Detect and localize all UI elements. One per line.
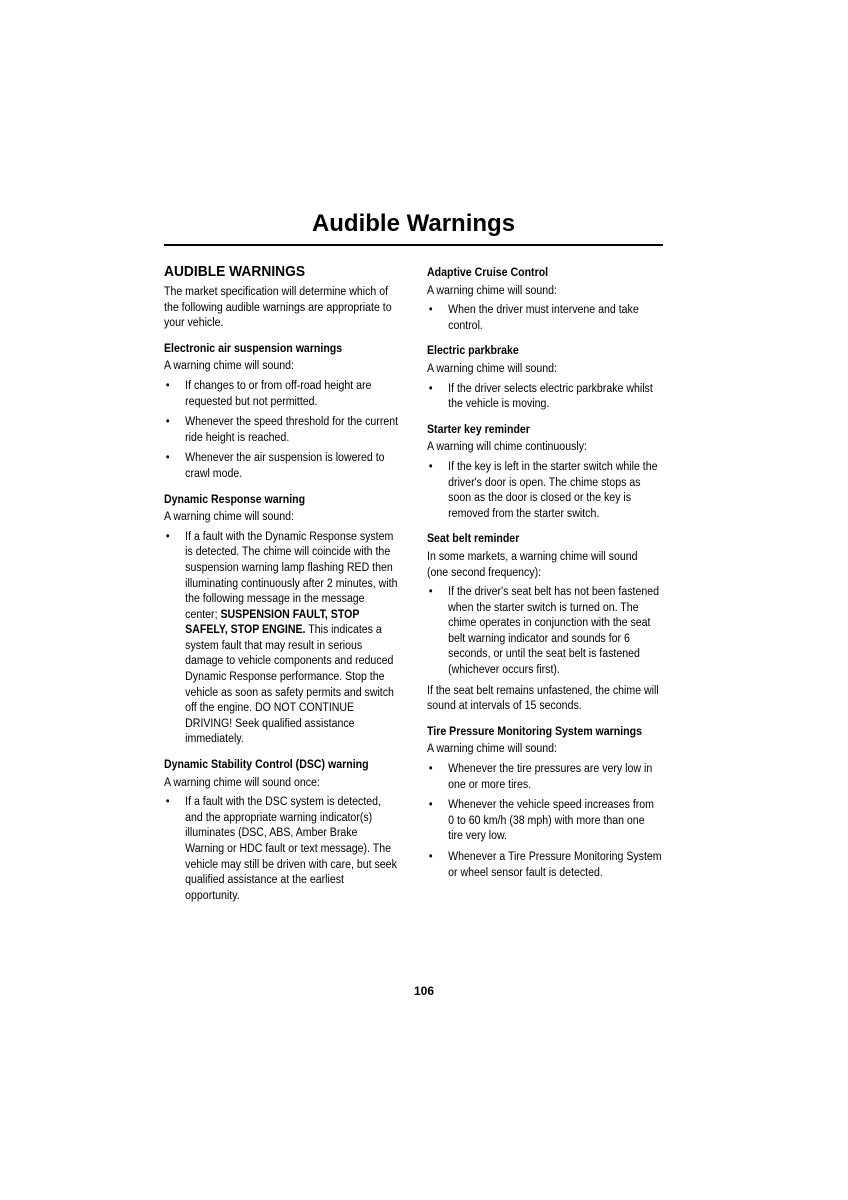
bullet-icon: • xyxy=(165,796,170,809)
right-column xyxy=(427,262,662,886)
dynamic-response-heading: Dynamic Response warning xyxy=(164,493,306,506)
list-item-text: Whenever a Tire Pressure Monitoring System or wheel sensor fault is detected. xyxy=(448,851,662,879)
bullet-icon: • xyxy=(428,382,433,395)
dsc-list xyxy=(164,795,399,904)
list-item xyxy=(427,762,662,793)
message-center-text: SUSPENSION FAULT, STOP SAFELY, STOP ENGINE. xyxy=(185,608,360,637)
bullet-icon: • xyxy=(428,851,433,863)
list-item-text: Whenever the air suspension is lowered to crawl mode. xyxy=(185,452,385,480)
list-item-text: Whenever the tire pressures are very low in one or more tires. xyxy=(448,763,653,791)
air-suspension-heading: Electronic air suspension warnings xyxy=(164,342,343,355)
seat-belt-lead: In some markets, a warning chime will sound (one second frequency): xyxy=(427,550,638,579)
cruise-control-heading: Adaptive Cruise Control xyxy=(427,267,549,279)
dynamic-response-lead: A warning chime will sound: xyxy=(164,511,294,524)
list-item xyxy=(164,415,399,446)
page-title: Audible Warnings xyxy=(311,210,516,237)
tire-pressure-lead: A warning chime will sound: xyxy=(427,743,557,756)
list-item xyxy=(164,451,399,482)
list-item-text: Whenever the vehicle speed increases from 0 to 60 km/h (38 mph) with more than one tire very low. xyxy=(448,799,654,843)
parkbrake-list xyxy=(427,382,662,413)
list-item-text: If changes to or from off-road height are requested but not permitted. xyxy=(185,379,372,408)
dsc-heading: Dynamic Stability Control (DSC) warning xyxy=(164,759,369,772)
starter-key-heading: Starter key reminder xyxy=(427,423,530,436)
parkbrake-lead: A warning chime will sound: xyxy=(427,362,557,375)
list-item-text: If the driver's seat belt has not been fastened when the starter switch is turned on. The chime operates in conjunction with the seat belt warning indicator and sounds for 6 seconds, or until the seat belt is fastened (whichever occurs first). xyxy=(448,586,659,677)
intro-paragraph: The market specification will determine which of the following audible warnings are appropriate to your vehicle. xyxy=(164,286,392,330)
air-suspension-lead: A warning chime will sound: xyxy=(164,360,294,373)
bullet-icon: • xyxy=(165,530,170,543)
list-item xyxy=(164,379,399,410)
left-column xyxy=(164,262,399,909)
seat-belt-note: If the seat belt remains unfastened, the chime will sound at intervals of 15 seconds. xyxy=(427,684,659,713)
starter-key-lead: A warning will chime continuously: xyxy=(427,441,587,454)
bullet-icon: • xyxy=(165,379,170,392)
bullet-icon: • xyxy=(428,460,433,473)
list-item xyxy=(427,585,662,679)
list-item xyxy=(427,303,662,334)
list-item xyxy=(427,382,662,413)
list-item-text: If a fault with the Dynamic Response system is detected. The chime will coincide with the suspension warning lamp flashing RED then illuminating continuously after 2 minutes, with the following message in the message center; xyxy=(185,530,398,621)
dynamic-response-list xyxy=(164,530,399,748)
bullet-icon: • xyxy=(428,586,433,599)
tire-pressure-heading: Tire Pressure Monitoring System warnings xyxy=(427,725,642,738)
list-item-text: If the key is left in the starter switch while the driver's door is open. The chime stops as soon as the door is closed or the key is removed from the starter switch. xyxy=(448,460,658,520)
list-item xyxy=(427,850,662,881)
bullet-icon: • xyxy=(165,416,170,429)
title-divider xyxy=(164,244,663,246)
bullet-icon: • xyxy=(428,763,433,776)
list-item-text: If the driver selects electric parkbrake whilst the vehicle is moving. xyxy=(448,382,653,411)
list-item-text: When the driver must intervene and take control. xyxy=(448,304,639,332)
cruise-control-list xyxy=(427,303,662,334)
page-number: 106 xyxy=(413,984,435,998)
bullet-icon: • xyxy=(428,304,433,317)
seat-belt-list xyxy=(427,585,662,679)
cruise-control-lead: A warning chime will sound: xyxy=(427,284,557,297)
dsc-lead: A warning chime will sound once: xyxy=(164,776,320,789)
parkbrake-heading: Electric parkbrake xyxy=(427,345,519,358)
air-suspension-list xyxy=(164,379,399,483)
list-item xyxy=(427,460,662,522)
list-item-text: Whenever the speed threshold for the current ride height is reached. xyxy=(185,416,399,444)
list-item xyxy=(427,798,662,845)
seat-belt-heading: Seat belt reminder xyxy=(427,533,520,546)
list-item-text: If a fault with the DSC system is detected, and the appropriate warning indicator(s) illuminates (DSC, ABS, Amber Brake Warning or HDC fault or text message). The vehicle may still be driven with care, but seek qualified assistance at the earliest opportunity. xyxy=(185,796,397,902)
section-heading: AUDIBLE WARNINGS xyxy=(164,263,306,280)
tire-pressure-list xyxy=(427,762,662,881)
list-item-text: This indicates a system fault that may result in serious damage to vehicle components and reduced Dynamic Response performance. Stop the vehicle as soon as safety permits and switch off the engine. DO NOT CONTINUE DRIVING! Seek qualified assistance immediately. xyxy=(185,624,394,746)
starter-key-list xyxy=(427,460,662,522)
bullet-icon: • xyxy=(428,799,433,812)
list-item xyxy=(164,530,399,748)
list-item xyxy=(164,795,399,904)
bullet-icon: • xyxy=(165,452,170,465)
